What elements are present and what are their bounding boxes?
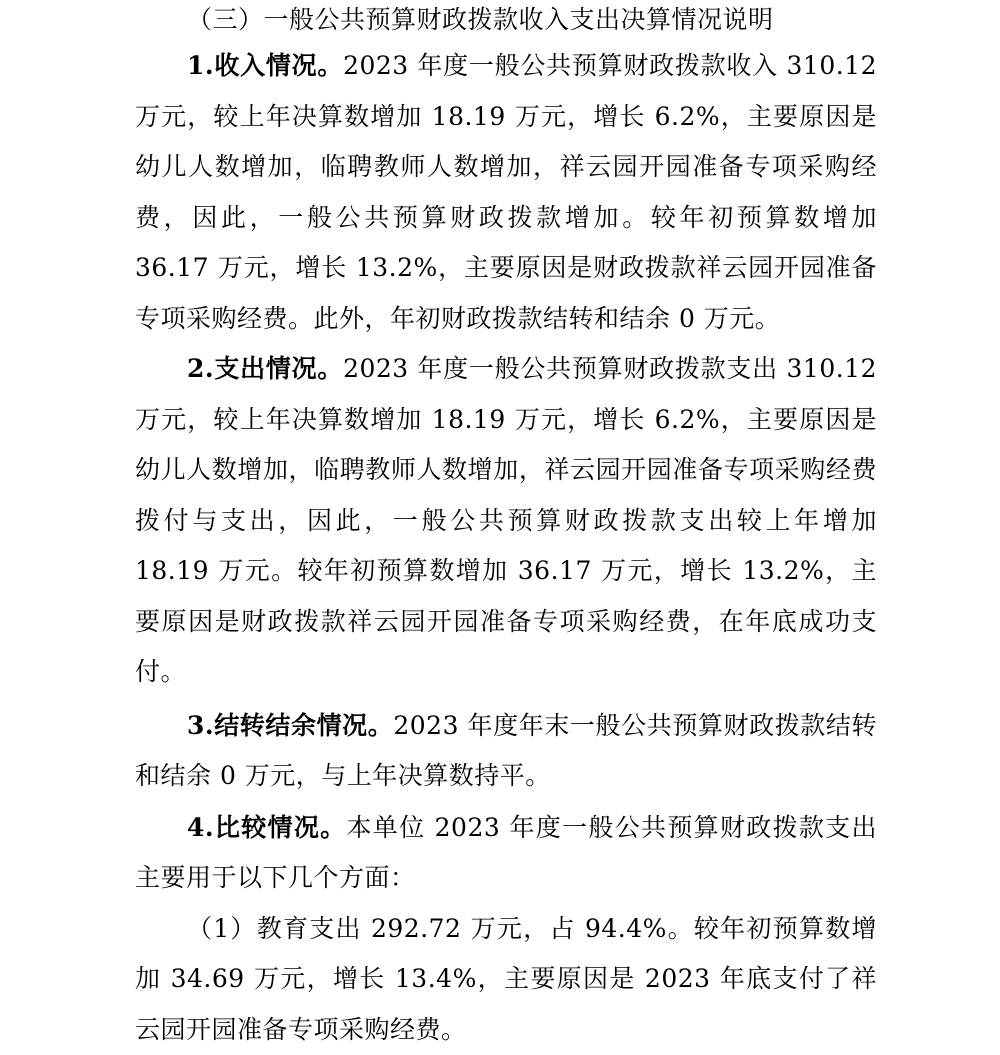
section-heading: （三）一般公共预算财政拨款收入支出决算情况说明 bbox=[135, 0, 877, 38]
paragraph-lead: 4.比较情况。 bbox=[187, 813, 346, 842]
paragraph-lead: 2.支出情况。 bbox=[187, 354, 343, 383]
paragraph-text: 2023 年度一般公共预算财政拨款收入 310.12 万元，较上年决算数增加 18.19 万元，增长 6.2%，主要原因是幼儿人数增加，临聘教师人数增加，祥云园开园准备专项采购经费，因此，一般公共预算财政拨款增加。较年初预算数增加 36.17 万元，增长 13.2%，主要原因是财政拨款祥云园开园准备专项采购经费。此外，年初财政拨款结转和结余 0 万元。 bbox=[135, 51, 877, 333]
paragraph-comparison bbox=[135, 803, 877, 904]
paragraph-expenditure bbox=[135, 344, 877, 698]
paragraph-text: 2023 年度年末一般公共预算财政拨款结转和结余 0 万元，与上年决算数持平。 bbox=[135, 711, 877, 791]
paragraph-lead: 3.结转结余情况。 bbox=[187, 711, 393, 740]
paragraph-text: 2023 年度一般公共预算财政拨款支出 310.12 万元，较上年决算数增加 18.19 万元，增长 6.2%，主要原因是幼儿人数增加，临聘教师人数增加，祥云园开园准备专项采购经费拨付与支出，因此，一般公共预算财政拨款支出较上年增加 18.19 万元。较年初预算数增加 36.17 万元，增长 13.2%，主要原因是财政拨款祥云园开园准备专项采购经费，在年底成功支付。 bbox=[135, 354, 877, 686]
document-page bbox=[135, 0, 877, 1055]
paragraph-carryover bbox=[135, 701, 877, 802]
paragraph-text: （1）教育支出 292.72 万元，占 94.4%。较年初预算数增加 34.69 万元，增长 13.4%，主要原因是 2023 年底支付了祥云园开园准备专项采购经费。 bbox=[135, 914, 877, 1044]
paragraph-education-item bbox=[135, 904, 877, 1055]
paragraph-income bbox=[135, 41, 877, 344]
paragraph-text: 本单位 2023 年度一般公共预算财政拨款支出主要用于以下几个方面： bbox=[135, 813, 877, 893]
paragraph-lead: 1.收入情况。 bbox=[187, 51, 343, 80]
